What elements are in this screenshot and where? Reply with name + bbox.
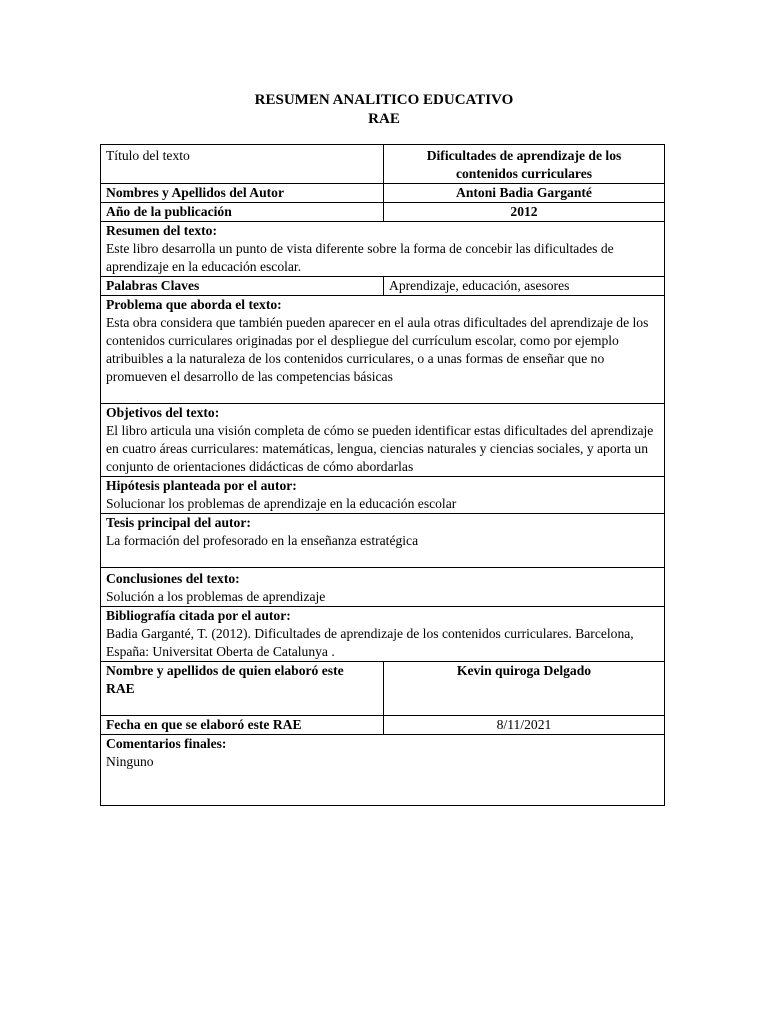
resumen-label: Resumen del texto:: [106, 223, 217, 238]
resumen-cell: [101, 222, 665, 277]
palabras-label: Palabras Claves: [101, 277, 384, 296]
row-conclusiones: [101, 568, 665, 607]
autor-label: Nombres y Apellidos del Autor: [101, 184, 384, 203]
comentarios-cell: [101, 735, 665, 806]
problema-value: Esta obra considera que también pueden aparecer en el aula otras dificultades del aprendizaje de los contenidos curriculares originadas por el despliegue del currículum escolar, como por ejemplo atribuibles a la naturaleza de los contenidos curriculares, o a unas formas de enseñar que no promueven el desarrollo de las competencias básicas: [106, 315, 649, 384]
row-fecha: [101, 716, 665, 735]
anio-label: Año de la publicación: [101, 203, 384, 222]
document-title: RESUMEN ANALITICO EDUCATIVO: [254, 92, 514, 108]
row-resumen: [101, 222, 665, 277]
row-bibliografia: [101, 607, 665, 662]
row-elaboro: [101, 662, 665, 716]
elaboro-value: Kevin quiroga Delgado: [384, 662, 665, 716]
palabras-value: Aprendizaje, educación, asesores: [384, 277, 665, 296]
objetivos-value: El libro articula una visión completa de cómo se pueden identificar estas dificultades del aprendizaje en cuatro áreas curriculares: matemáticas, lengua, ciencias naturales y ciencias sociales, y aporta un conjunto de orientaciones didácticas de cómo abordarlas: [106, 423, 654, 474]
tesis-cell: [101, 514, 665, 568]
autor-value: Antoni Badia Garganté: [384, 184, 665, 203]
elaboro-label: Nombre y apellidos de quien elaboró este RAE: [101, 662, 384, 716]
conclusiones-label: Conclusiones del texto:: [106, 571, 240, 586]
hipotesis-cell: [101, 477, 665, 514]
objetivos-cell: [101, 404, 665, 477]
row-autor: [101, 184, 665, 203]
row-problema: [101, 296, 665, 404]
document-heading: [0, 91, 768, 129]
rae-table: [100, 144, 665, 806]
anio-value: 2012: [384, 203, 665, 222]
fecha-value: 8/11/2021: [384, 716, 665, 735]
hipotesis-label: Hipótesis planteada por el autor:: [106, 478, 297, 493]
fecha-label: Fecha en que se elaboró este RAE: [101, 716, 384, 735]
bibliografia-cell: [101, 607, 665, 662]
titulo-value: Dificultades de aprendizaje de los contenidos curriculares: [384, 145, 665, 184]
row-objetivos: [101, 404, 665, 477]
row-comentarios: [101, 735, 665, 806]
comentarios-value: Ninguno: [106, 754, 154, 769]
bibliografia-label: Bibliografía citada por el autor:: [106, 608, 291, 623]
row-tesis: [101, 514, 665, 568]
row-palabras: [101, 277, 665, 296]
row-titulo: [101, 145, 665, 184]
row-anio: [101, 203, 665, 222]
document-subtitle: RAE: [368, 111, 400, 127]
problema-cell: [101, 296, 665, 404]
resumen-value: Este libro desarrolla un punto de vista diferente sobre la forma de concebir las dificultades de aprendizaje en la educación escolar.: [106, 241, 614, 274]
conclusiones-cell: [101, 568, 665, 607]
problema-label: Problema que aborda el texto:: [106, 297, 282, 312]
hipotesis-value: Solucionar los problemas de aprendizaje en la educación escolar: [106, 496, 457, 511]
titulo-label: Título del texto: [101, 145, 384, 184]
bibliografia-value: Badia Garganté, T. (2012). Dificultades de aprendizaje de los contenidos curriculares. Barcelona, España: Universitat Oberta de Catalunya .: [106, 626, 634, 659]
conclusiones-value: Solución a los problemas de aprendizaje: [106, 589, 326, 604]
row-hipotesis: [101, 477, 665, 514]
tesis-label: Tesis principal del autor:: [106, 515, 251, 530]
objetivos-label: Objetivos del texto:: [106, 405, 220, 420]
comentarios-label: Comentarios finales:: [106, 736, 227, 751]
tesis-value: La formación del profesorado en la enseñanza estratégica: [106, 533, 419, 548]
